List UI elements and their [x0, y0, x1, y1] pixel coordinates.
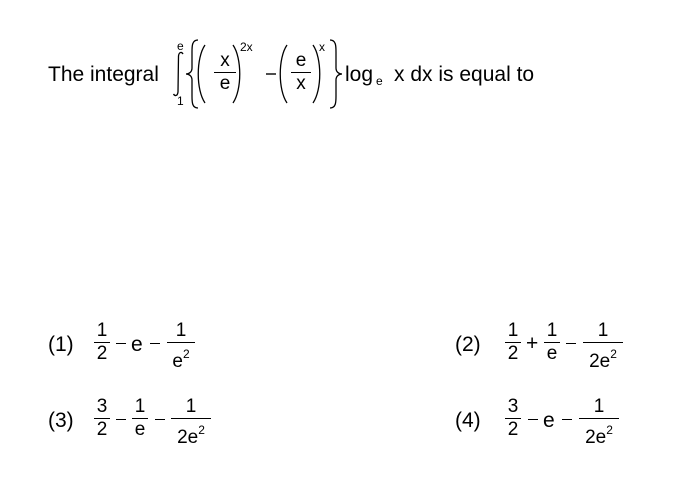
- option-1-fraction-a-num: 1: [96, 320, 108, 341]
- option-2-fraction-a-num: 1: [507, 320, 519, 341]
- term1-exponent: 2x: [240, 40, 253, 54]
- option-3-fraction-b: [130, 396, 150, 441]
- option-3-label: (3): [48, 409, 74, 432]
- option-3-fraction-c-num: 1: [185, 396, 197, 417]
- integral-lower-limit: 1: [177, 94, 184, 108]
- term1-numerator: x: [220, 50, 230, 71]
- option-2-fraction-b-num: 1: [546, 320, 558, 341]
- term2-fraction: [290, 50, 312, 95]
- option-3-fraction-a: [92, 396, 112, 441]
- option-3-fraction-c-den: $2e^2$: [177, 423, 205, 449]
- option-1-fraction-b-den: $e^2$: [172, 347, 190, 373]
- option-2-label: (2): [455, 333, 481, 356]
- integral-upper-limit: e: [177, 39, 184, 53]
- term2-left-paren: [280, 45, 287, 103]
- term2-denominator: x: [296, 73, 306, 95]
- option-1-fraction-a-den: 2: [96, 343, 108, 365]
- option-4-minus-2: [562, 419, 572, 420]
- right-brace: [330, 40, 342, 108]
- option-2-fraction-c-den: $2e^2$: [589, 347, 617, 373]
- option-1-minus-2: [150, 343, 160, 344]
- option-3-fraction-b-num: 1: [134, 396, 146, 417]
- term1-denominator: e: [219, 73, 231, 95]
- option-2-fraction-c-num: 1: [597, 320, 609, 341]
- option-4-fraction-a-den: 2: [507, 419, 519, 441]
- option-2-fraction-a: [503, 320, 523, 365]
- option-3-minus-2: [155, 419, 165, 420]
- integral-sign: [174, 52, 184, 95]
- option-3-fraction-a-den: 2: [96, 419, 108, 441]
- option-2-fraction-b-den: e: [546, 343, 558, 365]
- option-4-fraction-b-den: $2e^2$: [585, 423, 613, 449]
- option-3-fraction-a-num: 3: [96, 396, 108, 417]
- integral-expression-graphic: [168, 36, 358, 112]
- option-4-label: (4): [455, 409, 481, 432]
- option-2-fraction-c: [582, 320, 624, 373]
- term2-exponent: x: [319, 40, 325, 54]
- option-1-fraction-b: [166, 320, 196, 373]
- option-1-fraction-a: [92, 320, 112, 365]
- option-2-fraction-a-den: 2: [507, 343, 519, 365]
- option-1-e: e: [131, 333, 143, 356]
- option-1-label: (1): [48, 333, 74, 356]
- option-2-fraction-b: [542, 320, 562, 365]
- option-4-e: e: [543, 409, 555, 432]
- question-tail-text: x dx is equal to: [394, 63, 535, 86]
- term2-numerator: e: [295, 50, 307, 71]
- log-word: log: [345, 63, 374, 86]
- option-1-minus-1: [116, 343, 126, 344]
- term1-left-paren: [198, 45, 205, 103]
- option-4-fraction-a-num: 3: [507, 396, 519, 417]
- option-1-fraction-b-num: 1: [175, 320, 187, 341]
- option-3-minus-1: [116, 419, 126, 420]
- option-2-minus: [566, 343, 576, 344]
- left-brace: [186, 40, 198, 108]
- option-3-fraction-c: [170, 396, 212, 449]
- term1-fraction: [213, 50, 237, 95]
- option-4-fraction-b: [578, 396, 620, 449]
- option-4-minus-1: [528, 419, 538, 420]
- option-2-plus: +: [526, 332, 539, 355]
- option-4-fraction-a: [503, 396, 523, 441]
- question-lead-text: The integral: [48, 63, 159, 86]
- log-base: e: [376, 74, 383, 88]
- option-4-fraction-b-num: 1: [593, 396, 605, 417]
- option-3-fraction-b-den: e: [134, 419, 146, 441]
